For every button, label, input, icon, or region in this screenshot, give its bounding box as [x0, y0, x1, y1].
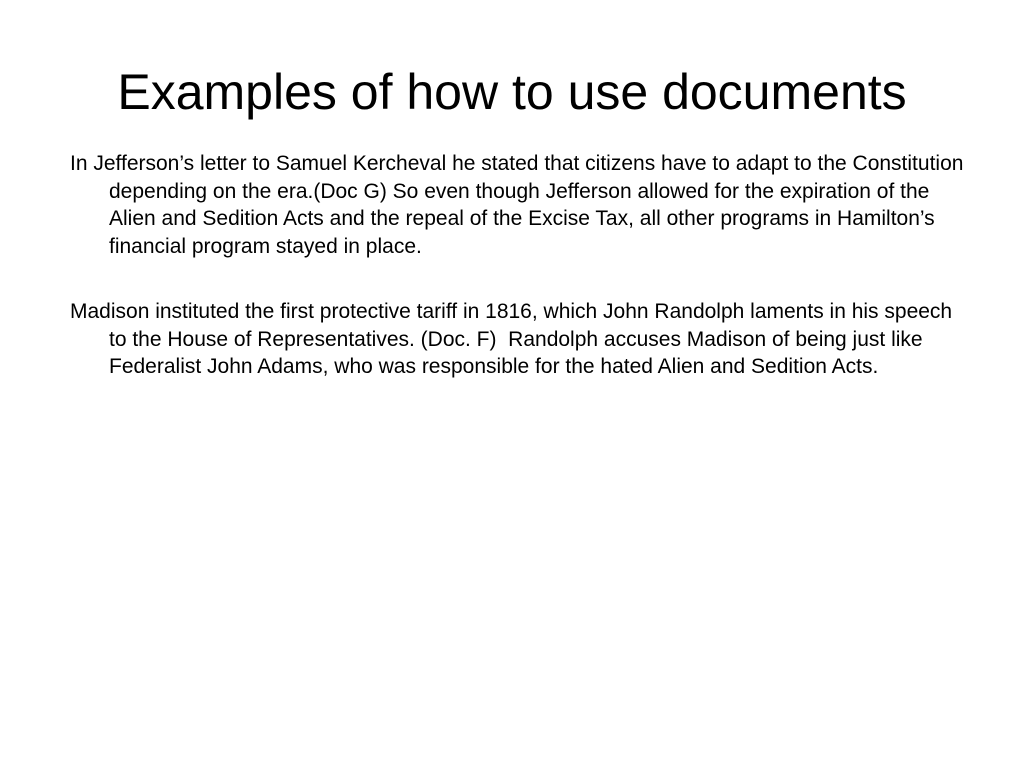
paragraph-madison: Madison instituted the first protective tariff in 1816, which John Randolph laments in his speech to the House of Representatives. (Doc. F) Randolph accuses Madison of being just like Federalist John Adams, who was responsible for the hated Alien and Sedition Acts.	[70, 300, 958, 378]
slide-body	[70, 150, 970, 381]
paragraph-jefferson: In Jefferson’s letter to Samuel Kercheval he stated that citizens have to adapt to the Constitution depending on the era.(Doc G) So even though Jefferson allowed for the expiration of the Alien and Sedition Acts and the repeal of the Excise Tax, all other programs in Hamilton’s financial program stayed in place.	[70, 152, 970, 258]
slide-title: Examples of how to use documents	[117, 64, 907, 120]
